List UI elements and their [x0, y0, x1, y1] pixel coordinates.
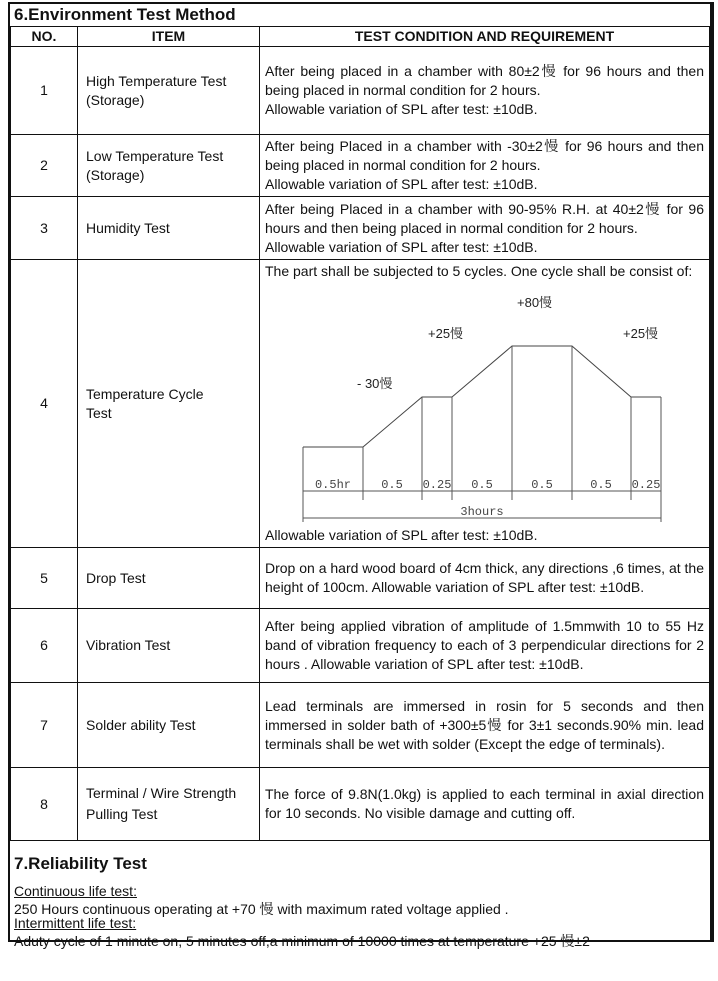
temperature-cycle-diagram: [260, 260, 718, 548]
table-row: [11, 135, 710, 197]
row-item: Solder ability Test: [78, 683, 260, 768]
temp-label: +25慢: [428, 326, 464, 341]
condition-text: Allowable variation of SPL after test: ±10dB.: [265, 527, 538, 543]
table-row: [11, 197, 710, 260]
condition-text: The part shall be subjected to 5 cycles. One cycle shall be consist of:: [265, 263, 693, 279]
row-no: 2: [11, 135, 78, 197]
table-row: [11, 260, 710, 548]
table-header: [11, 27, 710, 47]
segment-dividers: [303, 346, 661, 522]
row-no: 1: [11, 47, 78, 135]
document-frame: [8, 2, 714, 949]
temperature-profile-line: [303, 346, 661, 447]
condition-text: After being Placed in a chamber with 90-95% R.H. at 40±2慢 for 96 hours and then being placed in normal condition for 2 hours.: [265, 200, 704, 236]
row-item: High Temperature Test (Storage): [78, 47, 260, 135]
row-no: 8: [11, 768, 78, 841]
continuous-life-label: [14, 883, 137, 899]
duration-label: 0.25: [422, 478, 452, 492]
total-duration-label: 3hours: [460, 505, 504, 519]
row-condition: [260, 197, 710, 260]
row-condition: [260, 135, 710, 197]
temp-label: +25慢: [623, 326, 659, 341]
row-condition: [260, 260, 710, 548]
row-condition: [260, 47, 710, 135]
table-row: [11, 548, 710, 609]
row-condition: After being applied vibration of amplitude of 1.5mmwith 10 to 55 Hz band of vibration frequency to each of 3 perpendicular directions for 2 hours . Allowable variation of SPL after test: ±10dB.: [260, 609, 710, 683]
duration-label: 0.25: [631, 478, 661, 492]
environment-test-table: [10, 26, 710, 841]
condition-text: Allowable variation of SPL after test: ±10dB.: [265, 101, 538, 117]
row-item: Temperature Cycle Test: [78, 260, 260, 548]
continuous-life-text: 250 Hours continuous operating at +70 慢 with maximum rated voltage applied .: [14, 901, 509, 917]
row-no: 7: [11, 683, 78, 768]
temp-label: - 30慢: [357, 376, 393, 391]
row-item: Drop Test: [78, 548, 260, 609]
table-row: [11, 47, 710, 135]
intermittent-life-label-text: Intermittent life test:: [14, 915, 137, 931]
row-no: 3: [11, 197, 78, 260]
duration-label: 0.5: [381, 478, 403, 492]
row-item: Vibration Test: [78, 609, 260, 683]
row-no: 4: [11, 260, 78, 548]
duration-label: 0.5: [471, 478, 493, 492]
condition-text: After being placed in a chamber with 80±2慢 for 96 hours and then being placed in normal condition for 2 hours.: [265, 63, 704, 98]
condition-text: After being Placed in a chamber with -30±2慢 for 96 hours and then being placed in normal condition for 2 hours.: [265, 138, 704, 173]
table-row: [11, 683, 710, 768]
table-row: [11, 609, 710, 683]
row-item: Terminal / Wire Strength Pulling Test: [78, 768, 260, 841]
row-item: Low Temperature Test (Storage): [78, 135, 260, 197]
header-condition: TEST CONDITION AND REQUIREMENT: [260, 27, 710, 47]
duration-label: 0.5: [531, 478, 553, 492]
duration-label: 0.5hr: [314, 478, 352, 492]
row-condition: Lead terminals are immersed in rosin for 5 seconds and then immersed in solder bath of +300±5慢 for 3±1 seconds.90% min. lead terminals shall be wet with solder (Except the edge of terminals).: [260, 683, 710, 768]
intermittent-life-text: Aduty cycle of 1 minute on, 5 minutes off,a minimum of 10000 times at temperature +25 慢±2: [14, 933, 590, 949]
header-item: ITEM: [78, 27, 260, 47]
section-7-title: 7.Reliability Test: [14, 854, 147, 873]
header-no: NO.: [11, 27, 78, 47]
duration-label: 0.5: [590, 478, 612, 492]
row-no: 5: [11, 548, 78, 609]
row-condition: The force of 9.8N(1.0kg) is applied to each terminal in axial direction for 10 seconds. No visible damage and cutting off.: [260, 768, 710, 841]
section-6-title: 6.Environment Test Method: [14, 5, 236, 24]
row-condition: Drop on a hard wood board of 4cm thick, any directions ,6 times, at the height of 100cm. Allowable variation of SPL after test: ±10dB.: [260, 548, 710, 609]
temp-label: +80慢: [517, 295, 553, 310]
continuous-life-label-text: Continuous life test:: [14, 883, 137, 899]
row-item: Humidity Test: [78, 197, 260, 260]
row-no: 6: [11, 609, 78, 683]
condition-text: Allowable variation of SPL after test: ±10dB.: [265, 176, 538, 192]
intermittent-life-label: [14, 915, 136, 931]
table-row: [11, 768, 710, 841]
condition-text: Allowable variation of SPL after test: ±10dB.: [265, 238, 538, 255]
